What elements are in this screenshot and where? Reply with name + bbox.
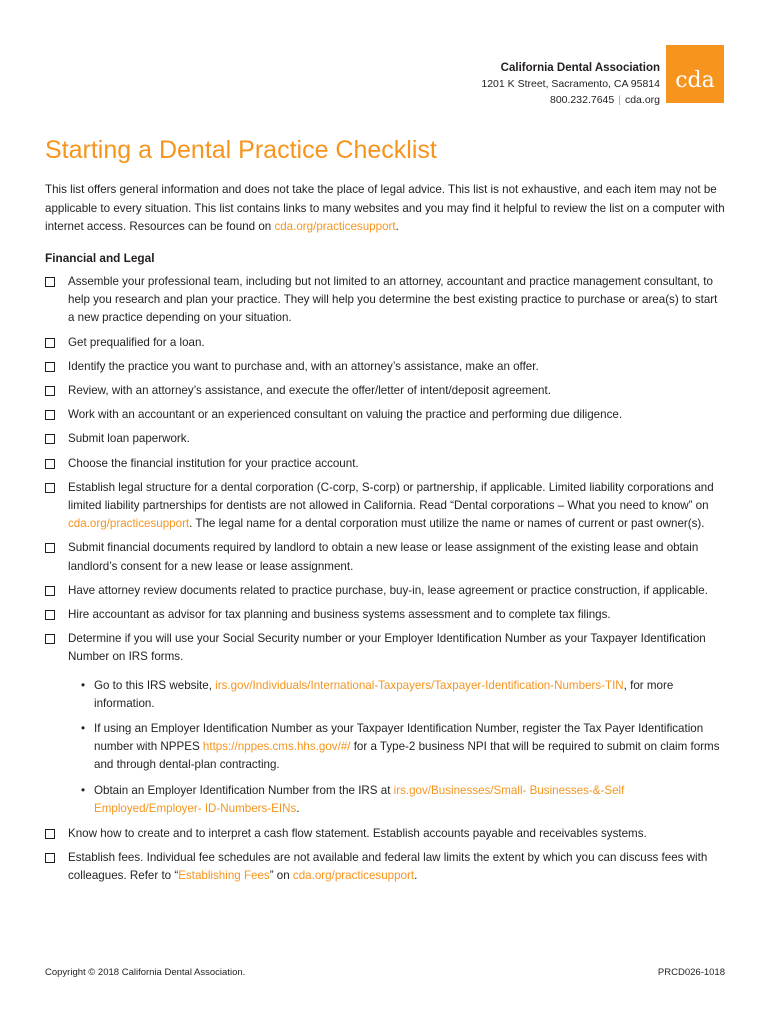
sub-list-item (81, 677, 725, 713)
sub-item-text-after: , for more information. (94, 678, 674, 710)
checklist-item (45, 539, 725, 575)
item-text: Establish fees. Individual fee schedules are not available and federal law limits the extent by which you can discuss fees with colleagues. Refer to “ (68, 851, 708, 883)
bullet: • (81, 678, 86, 692)
item-text: Hire accountant as advisor for tax planning and business systems assessment and to complete tax filings. (68, 608, 611, 622)
sub-item-text: Obtain an Employer Identification Number from the IRS at (94, 783, 394, 797)
footer-copyright: Copyright © 2018 California Dental Association. (45, 967, 246, 978)
item-text-after: . (414, 869, 418, 883)
bullet: • (81, 722, 86, 736)
bullet: • (81, 783, 86, 797)
checkbox[interactable] (45, 459, 55, 469)
checklist-item (45, 849, 725, 885)
item-link[interactable]: Establishing Fees (178, 869, 270, 883)
checkbox[interactable] (45, 634, 55, 644)
checkbox[interactable] (45, 483, 55, 493)
item-text: Submit loan paperwork. (68, 432, 190, 446)
checkbox[interactable] (45, 410, 55, 420)
intro-end: . (395, 220, 399, 234)
checklist-item (45, 334, 725, 352)
org-website: cda.org (624, 94, 660, 106)
checklist-item (45, 455, 725, 473)
item-text: Identify the practice you want to purchase and, with an attorney’s assistance, make an offer. (68, 359, 539, 373)
org-contact-line (481, 92, 660, 108)
checkbox[interactable] (45, 829, 55, 839)
item-text: Have attorney review documents related to practice purchase, buy-in, lease agreement or practice construction, if applicable. (68, 583, 708, 597)
checklist-item (45, 430, 725, 448)
checkbox[interactable] (45, 338, 55, 348)
item-text: Submit financial documents required by landlord to obtain a new lease or lease assignment of the existing lease and obtain landlord’s consent for a new lease or lease assignment. (68, 541, 699, 573)
sub-item-link[interactable]: irs.gov/Businesses/Small- Businesses-&-Self Employed/Employer- ID-Numbers-EINs (94, 783, 625, 815)
sub-item-text-after: . (296, 801, 300, 815)
sub-item-link[interactable]: irs.gov/Individuals/International-Taxpayers/Taxpayer-Identification-Numbers-TIN (215, 678, 624, 692)
checklist-item (45, 630, 725, 818)
intro-paragraph (45, 181, 725, 237)
item-text: Choose the financial institution for your practice account. (68, 456, 359, 470)
checklist-item (45, 479, 725, 534)
checklist-item (45, 273, 725, 328)
sub-list-item (81, 720, 725, 775)
sub-item-link[interactable]: https://nppes.cms.hhs.gov/#/ (202, 740, 351, 754)
cda-logo (666, 45, 724, 103)
checklist-item (45, 606, 725, 624)
org-name: California Dental Association (500, 62, 660, 74)
checkbox[interactable] (45, 434, 55, 444)
sub-item-text: If using an Employer Identification Number as your Taxpayer Identification Number, register the Tax Payer Identification number with NPPES (94, 722, 704, 754)
checkbox[interactable] (45, 277, 55, 287)
checklist-item (45, 382, 725, 400)
item-link-2[interactable]: cda.org/practicesupport (292, 869, 415, 883)
sub-item-text: Go to this IRS website, (94, 678, 216, 692)
intro-text: This list offers general information and does not take the place of legal advice. This list is not exhaustive, and each item may not be applicable to every situation. This list contains links to many websites and you may find it helpful to review the list on a computer with internet access. Resources can be found on (45, 183, 725, 234)
checkbox[interactable] (45, 362, 55, 372)
item-text: Work with an accountant or an experienced consultant on valuing the practice and performing due diligence. (68, 408, 623, 422)
org-phone: 800.232.7645 (550, 94, 615, 106)
item-text-mid: ” on (269, 869, 293, 883)
item-text: Review, with an attorney’s assistance, and execute the offer/letter of intent/deposit agreement. (68, 384, 551, 398)
item-link[interactable]: cda.org/practicesupport (68, 517, 190, 531)
checkbox[interactable] (45, 853, 55, 863)
checklist-item (45, 406, 725, 424)
checkbox[interactable] (45, 386, 55, 396)
item-text: Determine if you will use your Social Security number or your Employer Identification Number as your Taxpayer Identification Number on IRS forms. (68, 632, 706, 664)
checkbox[interactable] (45, 543, 55, 553)
header-contact (481, 60, 660, 108)
logo-text: cda (675, 68, 715, 93)
item-text: Establish legal structure for a dental corporation (C-corp, S-corp) or partnership, if applicable. Limited liability corporations and limited liability partnerships for dentists are not allowed in California. Read “Dental corporations – What you need to know” on (68, 480, 714, 513)
checklist-item (45, 825, 725, 843)
item-text-after: . The legal name for a dental corporation must utilize the name or names of current or past owner(s). (189, 517, 705, 531)
item-text: Assemble your professional team, including but not limited to an attorney, accountant and practice management consultant, to help you research and plan your practice. They will help you determine the best existing practice to purchase or area(s) to start a new practice depending on your situation. (68, 275, 718, 325)
item-text: Get prequalified for a loan. (68, 335, 205, 349)
checklist-item (45, 358, 725, 376)
sub-list-item (81, 782, 725, 818)
page-title: Starting a Dental Practice Checklist (45, 136, 437, 164)
intro-link[interactable]: cda.org/practicesupport (274, 220, 396, 234)
checklist (45, 273, 725, 892)
checkbox[interactable] (45, 610, 55, 620)
sub-list (68, 677, 725, 818)
checkbox[interactable] (45, 586, 55, 596)
org-address: 1201 K Street, Sacramento, CA 95814 (481, 78, 660, 90)
item-text: Know how to create and to interpret a cash flow statement. Establish accounts payable and receivables systems. (68, 827, 647, 841)
sub-item-text-after: for a Type-2 business NPI that will be required to submit on claim forms and through dental-plan contracting. (94, 740, 720, 772)
section-heading: Financial and Legal (45, 251, 155, 265)
checklist-item (45, 582, 725, 600)
separator: | (618, 94, 621, 106)
footer-code: PRCD026-1018 (657, 967, 725, 978)
